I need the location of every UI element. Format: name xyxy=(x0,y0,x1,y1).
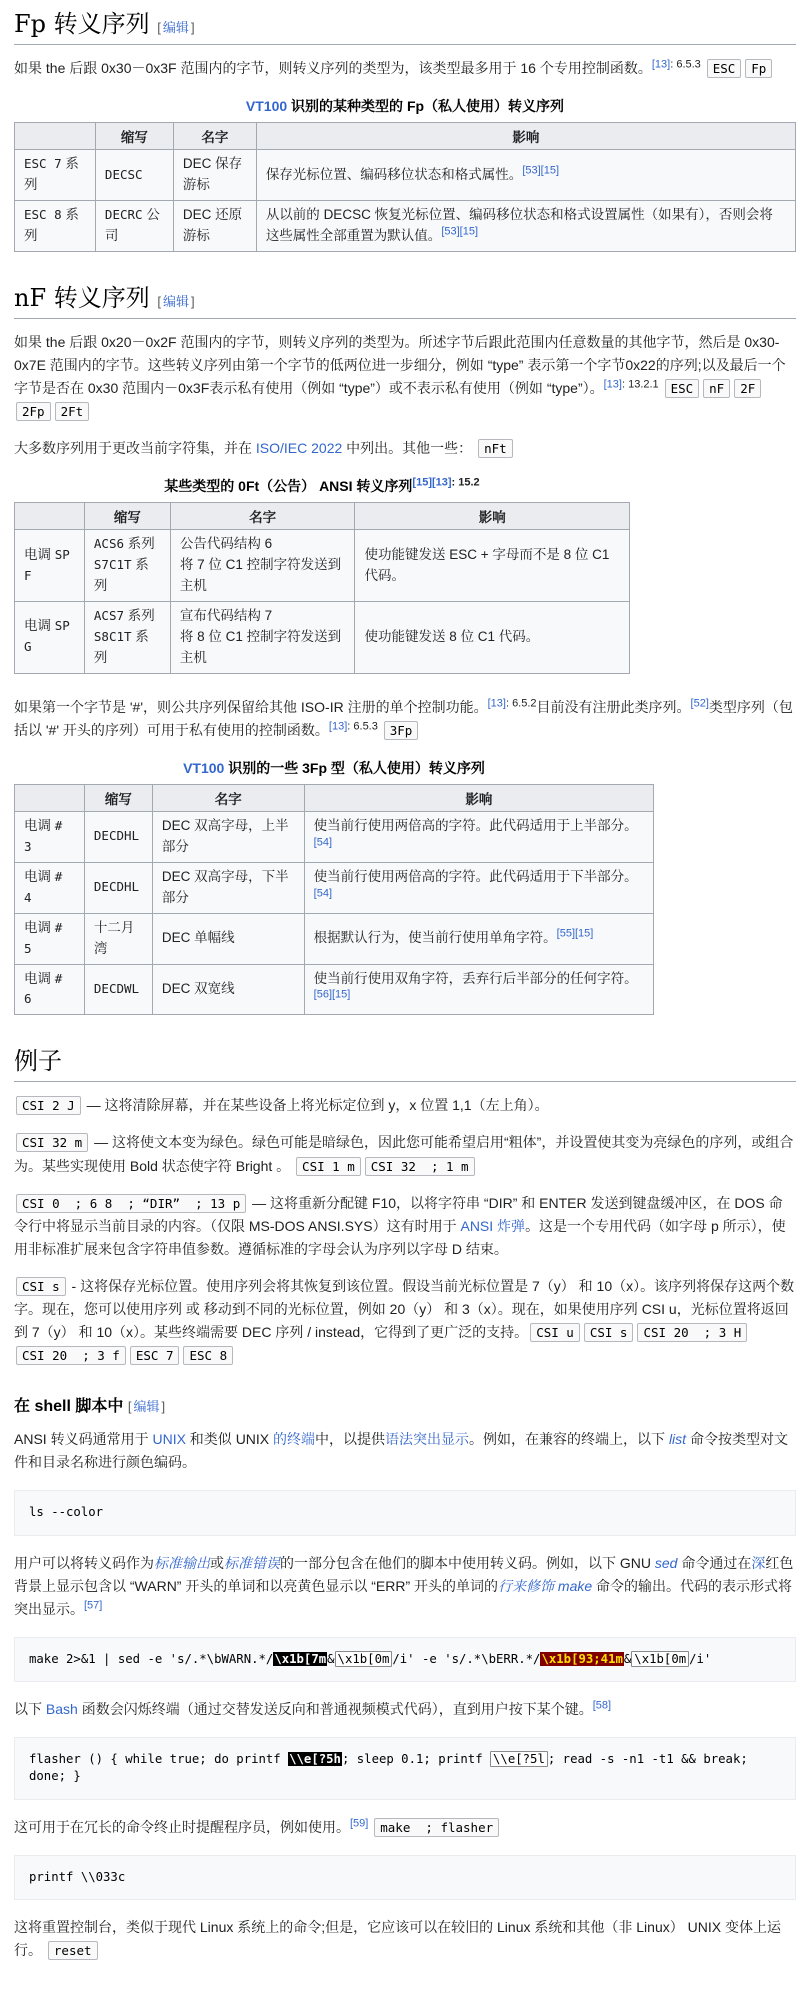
table-caption: VT100 识别的一些 3Fp 型（私人使用）转义序列 xyxy=(183,759,485,776)
code-block-make-sed xyxy=(14,1637,796,1682)
key-sequence: CSI s xyxy=(584,1323,634,1342)
reference-link[interactable]: [57] xyxy=(84,1599,103,1612)
boxed-escape: \x1b[0m xyxy=(631,1651,689,1667)
code-text: S7C1T xyxy=(93,557,132,573)
table-cell: 公告代码结构 6 将 7 位 C1 控制字符发送到主机 xyxy=(170,530,355,602)
reference-page-number: : 6.5.2 xyxy=(505,697,537,710)
column-header: 缩写 xyxy=(84,784,152,811)
table-header-row xyxy=(15,503,630,530)
column-header: 名字 xyxy=(173,123,256,150)
table-cell: DEC 还原游标 xyxy=(173,200,256,251)
table-cell: 使功能键发送 8 位 C1 代码。 xyxy=(355,602,630,674)
key-sequence: make ; flasher xyxy=(374,1818,499,1837)
reference xyxy=(652,58,670,70)
table-cell: ACS7 系列 S8C1T 系列 xyxy=(84,602,170,674)
reference xyxy=(314,989,351,1001)
wiki-link[interactable]: VT100 xyxy=(245,98,288,115)
table-row xyxy=(15,862,654,913)
edit-bracket-close: ] xyxy=(190,20,195,35)
inverse-video-escape: \\e[?5h xyxy=(289,1752,341,1767)
code-text: printf \\033c xyxy=(29,1869,126,1884)
key-sequence: Fp xyxy=(745,59,772,78)
code-text: ACS6 xyxy=(93,536,125,552)
wiki-link[interactable]: 标准错误 xyxy=(224,1554,280,1571)
code-text: make 2>&1 | sed -e 's/.*\bWARN.*/ xyxy=(29,1651,274,1666)
wiki-link[interactable]: 的终端 xyxy=(273,1431,316,1448)
paragraph-shell-reset: 这将重置控制台，类似于现代 Linux 系统上的命令;但是，它应该可以在较旧的 Linux 系统和其他（非 Linux） UNIX 变体上运行。 reset xyxy=(14,1918,781,1959)
code-block-ls-color xyxy=(14,1490,796,1535)
oft-sequences-table xyxy=(14,502,630,674)
table-cell: 使功能键发送 ESC + 字母而不是 8 位 C1 代码。 xyxy=(355,530,630,602)
code-text: ESC 8 xyxy=(24,206,62,222)
wiki-link[interactable]: ISO/IEC 2022 xyxy=(255,440,343,457)
reference-link[interactable]: [53][15] xyxy=(522,164,560,177)
table-cell: 十二月湾 xyxy=(84,913,152,964)
code-text: ACS7 xyxy=(93,608,125,624)
table-cell: DEC 保存游标 xyxy=(173,150,256,201)
paragraph-example-savecursor: CSI s - 这将保存光标位置。使用序列会将其恢复到该位置。假设当前光标位置是 7（y） 和 10（x）。该序列将保存这两个数字。现在，您可以使用序列 或 移动到不同的光标位置，例如 20（y） 和 3（x）。现在，如果使用序列 CSI u，光标位置将返回到 7（y） 和 10（x）。某些终端需要 DEC 序列 / instead，它得到了更广泛的支持。 CSI u CSI s CSI 20 ; 3 HCSI 20 ; 3 f ESC 7 ESC 8 xyxy=(14,1277,795,1364)
code-text: # 3 xyxy=(24,817,63,854)
paragraph-example-keyremap: CSI 0 ; 6 8 ; “DIR” ; 13 p — 这将重新分配键 F10，以将字符串 “DIR” 和 ENTER 发送到键盘缓冲区，在 DOS 命令行中将显示当前目录的内容。（仅限 MS-DOS ANSI.SYS）这有时用于 ANSI 炸弹。这是一个专用代码（如字母 p 所示），使用非标准扩展来包含字符串值参数。遵循标准的字母会认为序列以字母 D 结束。 xyxy=(14,1194,786,1257)
code-text: & xyxy=(327,1651,335,1666)
section-heading-nf xyxy=(14,278,796,319)
code-block-flasher xyxy=(14,1737,796,1799)
table-caption: 某些类型的 0Ft（公告） ANSI 转义序列$^{[15][13]: 15.2}$ xyxy=(164,476,480,495)
table-cell xyxy=(84,811,152,862)
key-sequence: CSI s xyxy=(16,1277,66,1296)
section-heading-fp xyxy=(14,4,796,45)
key-sequence: CSI 1 m xyxy=(296,1157,361,1176)
reference-page-number: : 6.5.3 xyxy=(670,58,701,71)
table-cell: ACS6 系列 S7C1T 系列 xyxy=(84,530,170,602)
table-cell: 使当前行使用两倍高的字符。此代码适用于上半部分。[54] xyxy=(304,811,653,862)
paragraph-nf-intro: 如果 the 后跟 0x20－0x2F 范围内的字节，则转义序列的类型为。所述字节后跟此范围内任意数量的其他字节，然后是 0x30-0x7E 范围内的字节。这些转义序列由第一个字节的低两位进一步细分，例如 “type” 表示第一个字节0x22的序列;以及最后一个字节是否在 0x30 范围内－0x3F表示私有使用（例如 “type”）或不表示私有使用（例如 “type”）。$^{[13]: 13.2.1}$ ESC nF 2F2Fp 2Ft xyxy=(14,333,786,420)
table-cell: 使当前行使用两倍高的字符。此代码适用于下半部分。[54] xyxy=(304,862,653,913)
reference-link[interactable]: [13] xyxy=(603,378,622,391)
reference xyxy=(441,225,478,237)
reference-link[interactable]: [53][15] xyxy=(441,225,479,238)
column-header xyxy=(15,123,96,150)
wiki-link[interactable]: 深 xyxy=(751,1554,766,1571)
wiki-link[interactable]: list xyxy=(668,1431,687,1448)
reference-page-number: : 13.2.1 xyxy=(621,378,659,391)
boxed-escape: \\e[?5l xyxy=(490,1751,548,1767)
table-fp-wrapper xyxy=(14,96,796,252)
reference xyxy=(604,378,622,390)
edit-bracket-close: ] xyxy=(161,1399,166,1415)
table-cell: 宣布代码结构 7 将 8 位 C1 控制字符发送到主机 xyxy=(170,602,355,674)
key-sequence: CSI 0 ; 6 8 ; “DIR” ; 13 p xyxy=(16,1194,246,1213)
column-header: 缩写 xyxy=(84,503,170,530)
table-cell: 电调 # 3 xyxy=(15,811,85,862)
key-sequence: 2F xyxy=(734,379,761,398)
table-row xyxy=(15,913,654,964)
key-sequence: CSI 2 J xyxy=(16,1096,81,1115)
table-cell: DECRC 公司 xyxy=(95,200,173,251)
table-row xyxy=(15,150,796,201)
heading-text: Fp 转义序列 xyxy=(14,10,150,38)
table-cell: 电调 # 4 xyxy=(15,862,85,913)
section-heading-shell xyxy=(14,1393,796,1416)
reference xyxy=(314,836,332,848)
paragraph-shell-intro: ANSI 转义码通常用于 UNIX 和类似 UNIX 的终端中，以提供语法突出显示。例如，在兼容的终端上，以下 list 命令按类型对文件和目录名称进行颜色编码。 xyxy=(14,1431,788,1471)
table-cell xyxy=(84,862,152,913)
paragraph-example-green: CSI 32 m — 这将使文本变为绿色。绿色可能是暗绿色，因此您可能希望启用“粗体”，并设置使其变为亮绿色的序列，或组合为。某些实现使用 Bold 状态使字符 Bright 。 CSI 1 m CSI 32 ; 1 m xyxy=(14,1134,794,1174)
edit-link[interactable]: 编辑 xyxy=(133,1399,160,1415)
code-text: DECSC xyxy=(104,166,143,182)
edit-section xyxy=(157,20,194,35)
table-cell: 电调 # 5 xyxy=(15,913,85,964)
paragraph-shell-sed: 用户可以将转义码作为标准输出或标准错误的一部分包含在他们的脚本中使用转义码。例如，以下 GNU sed 命令通过在深红色背景上显示包含以 “WARN” 开头的单词和以亮黄色显示以 “ERR” 开头的单词的行来修饰 make 命令的输出。代码的表示形式将突出显示。[57] xyxy=(14,1554,794,1617)
edit-bracket-open: [ xyxy=(127,1399,132,1415)
code-text: ; read -s -n1 -t1 && break; done; } xyxy=(29,1752,756,1784)
key-sequence: ESC 8 xyxy=(183,1346,233,1365)
code-text: DECDHL xyxy=(93,879,140,895)
heading-text: nF 转义序列 xyxy=(14,283,150,312)
paragraph-fp-intro: 如果 the 后跟 0x30－0x3F 范围内的字节，则转义序列的类型为，该类型最多用于 16 个专用控制函数。$^{[13]: 6.5.3}$ ESC Fp xyxy=(14,57,796,80)
edit-link[interactable]: 编辑 xyxy=(162,20,189,35)
code-text: & xyxy=(623,1651,632,1666)
table-row xyxy=(15,602,630,674)
key-sequence: nF xyxy=(703,379,730,398)
table-cell xyxy=(84,964,152,1015)
table-cell: ESC 7 系列 xyxy=(15,150,96,201)
code-text: # 6 xyxy=(24,970,63,1007)
3fp-sequences-table xyxy=(14,784,654,1015)
wiki-link[interactable]: VT100 xyxy=(183,759,225,776)
code-text: SP F xyxy=(24,546,70,583)
edit-section xyxy=(157,294,194,309)
table-row xyxy=(15,200,796,251)
table-0ft-wrapper xyxy=(14,476,630,674)
table-row xyxy=(15,964,654,1015)
table-cell: DEC 双宽线 xyxy=(152,964,304,1015)
key-sequence: CSI u xyxy=(530,1323,580,1342)
table-cell: 电调 SP F xyxy=(15,530,85,602)
column-header: 名字 xyxy=(170,503,355,530)
edit-bracket-open: [ xyxy=(157,293,162,309)
paragraph-example-clear: CSI 2 J — 这将清除屏幕，并在某些设备上将光标定位到 y，x 位置 1,1（左上角）。 xyxy=(14,1094,796,1117)
code-text: SP G xyxy=(24,618,70,655)
code-text: # 4 xyxy=(24,868,63,905)
column-header: 缩写 xyxy=(95,123,173,150)
key-sequence: ESC xyxy=(707,59,742,78)
table-3fp-wrapper xyxy=(14,758,654,1015)
code-text: # 5 xyxy=(24,919,63,956)
code-text: ESC 7 xyxy=(24,156,62,172)
key-sequence: 2Fp xyxy=(16,402,51,421)
table-header-row xyxy=(15,123,796,150)
column-header xyxy=(15,503,85,530)
reference-link[interactable]: [13] xyxy=(487,697,506,710)
edit-bracket-open: [ xyxy=(157,20,161,35)
column-header: 名字 xyxy=(152,784,304,811)
table-cell: 根据默认行为，使当前行使用单角字符。[55][15] xyxy=(304,913,653,964)
column-header: 影响 xyxy=(355,503,630,530)
boxed-escape: \x1b[0m xyxy=(335,1651,393,1667)
wiki-link[interactable]: 行来修饰 xyxy=(498,1577,555,1594)
fp-sequences-table xyxy=(14,122,796,252)
wiki-link[interactable]: ANSI 炸弹 xyxy=(460,1217,526,1234)
reference xyxy=(314,887,332,899)
wiki-link[interactable]: sed xyxy=(654,1554,678,1571)
code-text: /i' xyxy=(689,1651,712,1666)
code-block-printf-reset xyxy=(14,1855,796,1900)
wiki-link[interactable]: make xyxy=(557,1577,593,1594)
table-row xyxy=(15,811,654,862)
column-header: 影响 xyxy=(304,784,653,811)
key-sequence: CSI 32 ; 1 m xyxy=(365,1157,475,1176)
table-header-row xyxy=(15,784,654,811)
column-header: 影响 xyxy=(256,123,795,150)
wiki-link[interactable]: UNIX xyxy=(152,1431,186,1448)
table-cell xyxy=(95,150,173,201)
key-sequence: CSI 20 ; 3 H xyxy=(637,1323,747,1342)
reference xyxy=(84,1599,102,1611)
reference-link[interactable]: [58] xyxy=(592,1699,612,1712)
code-text: DECDWL xyxy=(93,980,140,996)
code-text: ls --color xyxy=(29,1505,104,1520)
table-cell: DEC 双高字母，上半部分 xyxy=(152,811,304,862)
reference-link[interactable]: [15][13] xyxy=(412,476,452,489)
reference-page-number: : 15.2 xyxy=(451,476,480,489)
edit-section xyxy=(128,1399,165,1414)
reference-link[interactable]: [55][15] xyxy=(556,927,594,940)
reference-link[interactable]: [54] xyxy=(313,887,333,900)
reference-page-number: : 6.5.3 xyxy=(347,720,378,733)
reference xyxy=(350,1817,368,1829)
table-cell: 使当前行使用双角字符，丢弃行后半部分的任何字符。[56][15] xyxy=(304,964,653,1015)
wiki-link[interactable]: 语法突出显示 xyxy=(385,1431,470,1448)
reference xyxy=(593,1700,611,1712)
code-text: DECDHL xyxy=(93,828,140,844)
key-sequence: 3Fp xyxy=(384,721,419,740)
key-sequence: 2Ft xyxy=(55,402,90,421)
wiki-link[interactable]: 标准输出 xyxy=(154,1554,210,1571)
reference-link[interactable]: [13] xyxy=(328,720,348,733)
key-sequence: reset xyxy=(48,1941,98,1960)
reference-link[interactable]: [54] xyxy=(313,836,333,849)
code-text: ; sleep 0.1; printf xyxy=(341,1752,491,1767)
table-cell: 从以前的 DECSC 恢复光标位置、编码移位状态和格式设置属性（如果有），否则会将这些属性全部重置为默认值。[53][15] xyxy=(256,200,795,251)
column-header xyxy=(15,784,85,811)
table-caption: VT100 识别的某种类型的 Fp（私人使用）转义序列 xyxy=(245,98,565,115)
table-cell: DEC 单幅线 xyxy=(152,913,304,964)
code-text: DECRC xyxy=(104,206,143,222)
paragraph-nf-hash: 如果第一个字节是 '#'，则公共序列保留给其他 ISO-IR 注册的单个控制功能。$^{[13]: 6.5.2}$目前没有注册此类序列。[52]类型序列（包括以 '#' 开头的序列）可用于私有使用的控制函数。$^{[13]: 6.5.3}$ 3Fp xyxy=(14,697,793,738)
key-sequence: ESC 7 xyxy=(130,1346,180,1365)
key-sequence: CSI 20 ; 3 f xyxy=(16,1346,126,1365)
paragraph-shell-flasher: 以下 Bash 函数会闪烁终端（通过交替发送反向和普通视频模式代码），直到用户按下某个键。[58] xyxy=(14,1699,612,1718)
reference-link[interactable]: [13] xyxy=(651,58,671,71)
inverse-video-escape: \x1b[7m xyxy=(274,1651,327,1666)
paragraph-shell-flasher-use: 这可用于在冗长的命令终止时提醒程序员，例如使用。[59] make ; flasher xyxy=(14,1816,796,1839)
edit-link[interactable]: 编辑 xyxy=(163,293,190,309)
reference-link[interactable]: [59] xyxy=(350,1817,369,1829)
key-sequence: nFt xyxy=(478,439,513,458)
table-cell: DEC 双高字母，下半部分 xyxy=(152,862,304,913)
reference xyxy=(557,928,594,940)
reference-link[interactable]: [52] xyxy=(690,697,709,710)
table-cell: ESC 8 系列 xyxy=(15,200,96,251)
heading-text: 例子 xyxy=(14,1047,62,1076)
reference xyxy=(329,720,347,732)
reference xyxy=(488,697,506,709)
reference xyxy=(522,164,559,176)
key-sequence: ESC xyxy=(665,379,700,398)
edit-bracket-close: ] xyxy=(191,293,195,309)
section-heading-examples xyxy=(14,1041,796,1082)
code-text: /i' -e 's/.*\bERR.*/ xyxy=(392,1651,541,1666)
reference xyxy=(412,477,451,489)
reference xyxy=(691,697,709,709)
table-cell: 保存光标位置、编码移位状态和格式属性。[53][15] xyxy=(256,150,795,201)
key-sequence: CSI 32 m xyxy=(16,1133,88,1152)
table-cell: 电调 # 6 xyxy=(15,964,85,1015)
code-text: S8C1T xyxy=(93,628,132,644)
reference-link[interactable]: [56][15] xyxy=(313,988,351,1001)
paragraph-nf-charset: 大多数序列用于更改当前字符集，并在 ISO/IEC 2022 中列出。其他一些： nFt xyxy=(14,437,796,460)
wiki-link[interactable]: Bash xyxy=(45,1701,78,1718)
table-row xyxy=(15,530,630,602)
table-cell: 电调 SP G xyxy=(15,602,85,674)
heading-text: 在 shell 脚本中 xyxy=(14,1398,124,1416)
highlighted-escape: \x1b[93;41m xyxy=(541,1651,623,1666)
code-text: flasher () { while true; do printf xyxy=(29,1752,289,1767)
